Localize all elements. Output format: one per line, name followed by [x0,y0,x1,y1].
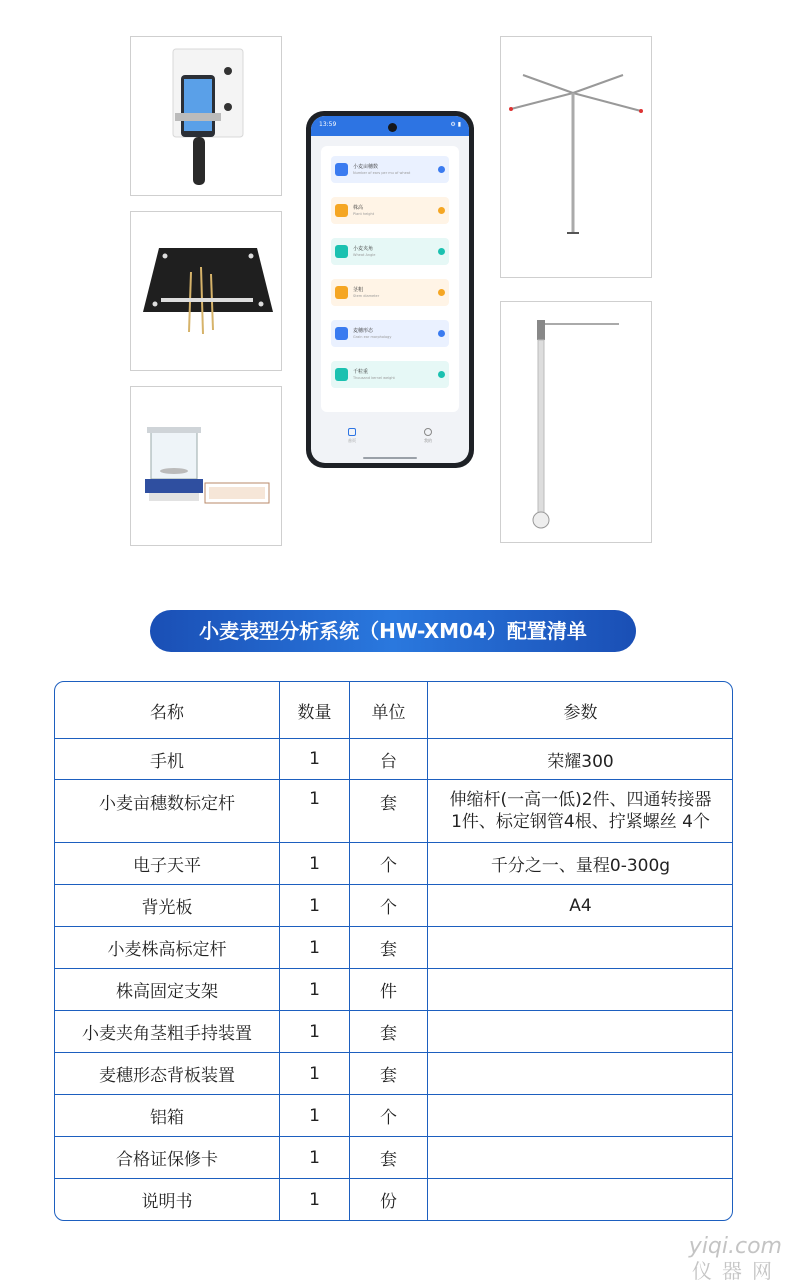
table-row [55,968,732,1010]
electronic-balance-photo [130,386,282,546]
table-cell: 手机 [150,751,184,772]
table-cell: 1 [279,1179,349,1220]
table-cell: 伸缩杆(一高一低)2件、四通转接器 1件、标定钢管4根、拧紧螺丝 4个 [427,780,733,842]
status-icons: ⚙ ▮ [450,121,461,128]
table-cell: 个 [349,885,427,926]
menu-item-icon [335,368,348,381]
table-cell: 1 [279,927,349,968]
plant-height-rod-illustration [501,302,652,543]
arrow-icon [438,207,445,214]
app-menu-card [321,146,459,412]
table-row [55,1136,732,1178]
table-cell: 套 [349,1011,427,1052]
menu-item[interactable] [331,361,449,388]
menu-item-icon [335,245,348,258]
watermark [662,1235,782,1283]
table-cell: 麦穗形态背板装置 [99,1066,235,1086]
menu-item-icon [335,327,348,340]
profile-icon [424,428,432,436]
table-cell: 1 [279,885,349,926]
table-cell: 套 [349,927,427,968]
arrow-icon [438,166,445,173]
watermark-zh: 仪器网 [692,1259,782,1283]
camera-icon [388,123,397,132]
table-row [55,738,732,779]
menu-item-title: 株高 [353,204,364,211]
table-cell: 小麦株高标定杆 [107,940,227,960]
table-row [55,779,732,842]
menu-item[interactable] [331,279,449,306]
table-cell: 合格证保修卡 [116,1150,218,1170]
table-header-cell: 名称 [150,702,184,723]
menu-item-subtitle: Thousand kernel weight [353,375,395,380]
table-cell: 小麦夹角茎粗手持装置 [82,1024,252,1044]
table-cell: 台 [349,739,427,779]
menu-item-text [353,205,438,217]
menu-item-text [353,328,438,340]
table-cell [427,1095,733,1136]
menu-item-text [353,164,438,176]
table-cell: 1 [279,969,349,1010]
table-cell [427,927,733,968]
table-cell: A4 [427,885,733,926]
table-cell: 说明书 [141,1192,193,1212]
menu-item-subtitle: Plant height [353,211,375,216]
arrow-icon [438,330,445,337]
table-row [55,926,732,968]
menu-item[interactable] [331,156,449,183]
arrow-icon [438,289,445,296]
table-cell: 套 [349,780,427,842]
nav-profile-label: 我的 [424,438,432,443]
table-cell: 1 [279,1011,349,1052]
backlight-board-photo [130,211,282,371]
table-row [55,1052,732,1094]
table-cell [427,1053,733,1094]
table-cell: 个 [349,1095,427,1136]
menu-item-subtitle: Stem diameter [353,293,380,298]
table-header-cell: 数量 [279,682,349,738]
menu-item-icon [335,163,348,176]
table-cell: 小麦亩穗数标定杆 [99,794,235,814]
handheld-device-photo [130,36,282,196]
table-cell: 1 [279,780,349,842]
watermark-en: yiqi.com [688,1234,782,1259]
table-cell [427,1011,733,1052]
menu-item-title: 小麦夹角 [353,245,374,252]
menu-item-icon [335,286,348,299]
calibration-rod-illustration [501,37,652,278]
arrow-icon [438,371,445,378]
table-cell: 电子天平 [133,856,201,876]
menu-item-subtitle: Grain ear morphology [353,334,392,339]
menu-item-text [353,287,438,299]
menu-item-title: 茎粗 [353,286,364,293]
phone-mockup [306,111,474,468]
table-row [55,1178,732,1220]
table-cell: 背光板 [141,898,193,918]
menu-item-title: 千粒重 [353,368,369,375]
table-row [55,1094,732,1136]
table-cell: 1 [279,843,349,884]
table-header-cell: 参数 [427,682,733,738]
table-cell: 套 [349,1053,427,1094]
table-cell: 1 [279,739,349,779]
menu-item[interactable] [331,238,449,265]
menu-item-title: 麦穗形态 [353,327,374,334]
table-cell: 份 [349,1179,427,1220]
table-header-row [55,682,732,738]
nav-profile[interactable] [417,428,439,444]
table-cell [427,1137,733,1178]
table-cell: 荣耀300 [427,739,733,779]
home-indicator [363,457,417,459]
table-cell: 1 [279,1137,349,1178]
menu-item[interactable] [331,197,449,224]
table-cell: 1 [279,1053,349,1094]
menu-item-text [353,369,438,381]
table-cell: 铝箱 [150,1108,184,1128]
status-time: 13:59 [319,121,337,128]
table-header-cell: 单位 [349,682,427,738]
table-cell: 株高固定支架 [116,982,218,1002]
calibration-rod-photo [500,36,652,278]
table-cell [427,969,733,1010]
menu-item-text [353,246,438,258]
table-cell: 1 [279,1095,349,1136]
table-row [55,1010,732,1052]
menu-item[interactable] [331,320,449,347]
handheld-device-illustration [131,37,282,196]
table-row [55,884,732,926]
nav-home[interactable] [341,428,363,444]
table-cell [427,1179,733,1220]
menu-item-title: 小麦亩穗数 [353,163,379,170]
nav-home-label: 首页 [348,438,356,443]
table-row [55,842,732,884]
config-table [54,681,733,1221]
menu-item-icon [335,204,348,217]
home-icon [348,428,356,436]
config-list-banner: 小麦表型分析系统（HW-XM04）配置清单 [150,610,636,652]
table-cell: 件 [349,969,427,1010]
table-cell: 千分之一、量程0-300g [427,843,733,884]
table-cell: 个 [349,843,427,884]
table-cell: 套 [349,1137,427,1178]
arrow-icon [438,248,445,255]
menu-item-subtitle: Wheat Angle [353,252,376,257]
plant-height-rod-photo [500,301,652,543]
electronic-balance-illustration [131,387,282,546]
menu-item-subtitle: Number of ears per mu of wheat [353,170,411,175]
backlight-board-illustration [131,212,282,371]
phone-screen [311,116,469,463]
bottom-nav [311,428,469,452]
